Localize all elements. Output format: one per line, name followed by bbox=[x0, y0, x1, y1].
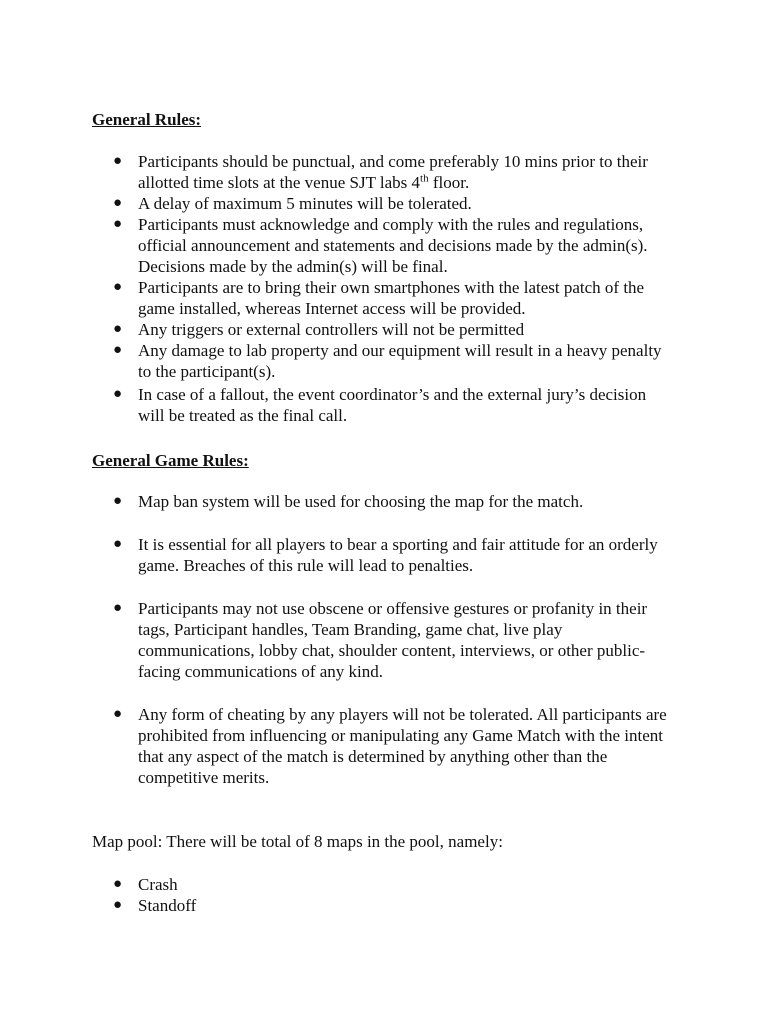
map-pool-intro: Map pool: There will be total of 8 maps in the pool, namely: bbox=[92, 832, 503, 851]
map-name: Crash bbox=[138, 875, 178, 894]
general-game-rules-list bbox=[0, 491, 768, 788]
list-item bbox=[0, 193, 670, 214]
bullet-icon: ● bbox=[113, 195, 123, 211]
list-item-text: Any damage to lab property and our equipment will result in a heavy penalty to the participant(s). bbox=[138, 341, 662, 381]
list-item-text: In case of a fallout, the event coordinator’s and the external jury’s decision will be treated as the final call. bbox=[138, 385, 647, 425]
bullet-icon: ● bbox=[113, 876, 123, 892]
list-item bbox=[0, 534, 670, 576]
bullet-icon: ● bbox=[113, 493, 123, 509]
bullet-icon: ● bbox=[113, 706, 123, 722]
bullet-icon: ● bbox=[113, 897, 123, 913]
bullet-icon: ● bbox=[113, 321, 123, 337]
bullet-icon: ● bbox=[113, 279, 123, 295]
list-item bbox=[0, 598, 670, 682]
bullet-icon: ● bbox=[113, 342, 123, 358]
bullet-icon: ● bbox=[113, 386, 123, 402]
list-item bbox=[0, 277, 670, 319]
list-item bbox=[0, 491, 670, 512]
list-item-tail: floor. bbox=[428, 173, 470, 192]
bullet-icon: ● bbox=[113, 153, 123, 169]
list-item-text: Participants must acknowledge and comply with the rules and regulations, official announcement and statements and decisions made by the admin(s). Decisions made by the admin(s) will be final. bbox=[138, 215, 648, 276]
list-item-text: Any triggers or external controllers will not be permitted bbox=[138, 320, 525, 339]
list-item bbox=[0, 319, 670, 340]
bullet-icon: ● bbox=[113, 536, 123, 552]
list-item-text: Participants are to bring their own smartphones with the latest patch of the game installed, whereas Internet access will be provided. bbox=[138, 278, 645, 318]
list-item bbox=[0, 214, 670, 277]
map-item bbox=[0, 874, 670, 895]
list-item-text: A delay of maximum 5 minutes will be tolerated. bbox=[138, 194, 472, 213]
general-rules-list bbox=[0, 151, 768, 426]
map-pool-list bbox=[0, 874, 768, 916]
list-item bbox=[0, 340, 670, 382]
list-item bbox=[0, 151, 670, 193]
list-item-text: Any form of cheating by any players will not be tolerated. All participants are prohibited from influencing or manipulating any Game Match with the intent that any aspect of the match is determined by anything other than the competitive merits. bbox=[138, 705, 667, 787]
superscript: th bbox=[420, 172, 429, 185]
bullet-icon: ● bbox=[113, 600, 123, 616]
general-rules-heading: General Rules: bbox=[92, 110, 202, 129]
map-item bbox=[0, 895, 670, 916]
list-item-text: Participants may not use obscene or offensive gestures or profanity in their tags, Participant handles, Team Branding, game chat, live play communications, lobby chat, shoulder content, interviews, or other public-facing communications of any kind. bbox=[138, 599, 648, 681]
list-item-text: It is essential for all players to bear a sporting and fair attitude for an orderly game. Breaches of this rule will lead to penalties. bbox=[138, 535, 658, 575]
general-game-rules-heading: General Game Rules: bbox=[92, 451, 249, 470]
list-item-text: Participants should be punctual, and come preferably 10 mins prior to their allotted time slots at the venue SJT labs 4 bbox=[138, 152, 648, 192]
list-item bbox=[0, 384, 670, 426]
list-item bbox=[0, 704, 670, 788]
map-name: Standoff bbox=[138, 896, 197, 915]
bullet-icon: ● bbox=[113, 216, 123, 232]
list-item-text: Map ban system will be used for choosing the map for the match. bbox=[138, 492, 584, 511]
